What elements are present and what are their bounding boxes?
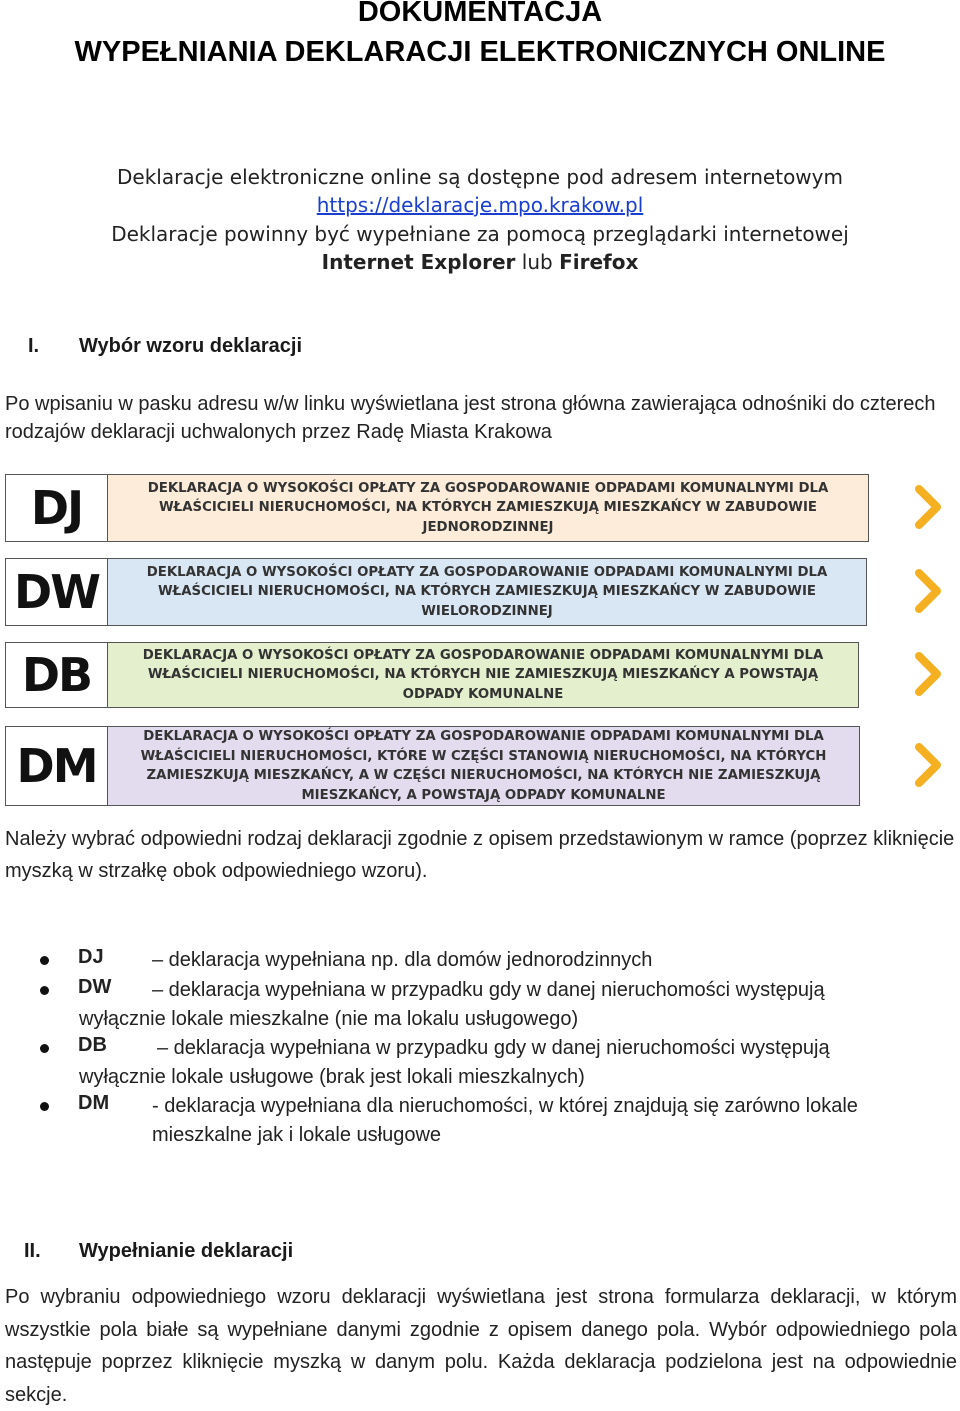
bullet-code: DW bbox=[78, 976, 112, 998]
declaration-description bbox=[108, 559, 866, 625]
declaration-description-line: MIESZKAŃCY, A POWSTAJĄ ODPADY KOMUNALNE bbox=[301, 787, 666, 803]
section2-number: II. bbox=[24, 1240, 41, 1262]
intro-line: Deklaracje elektroniczne online są dostępne pod adresem internetowym bbox=[117, 165, 843, 189]
declaration-description-line: DEKLARACJA O WYSOKOŚCI OPŁATY ZA GOSPODAROWANIE ODPADAMI KOMUNALNYMI DLA bbox=[142, 647, 824, 663]
bullet-text: – deklaracja wypełniana np. dla domów jednorodzinnych bbox=[152, 949, 653, 971]
declaration-description-line: WIELORODZINNEJ bbox=[421, 603, 553, 619]
declaration-card-dm bbox=[5, 726, 860, 806]
section2-paragraph: Po wybraniu odpowiedniego wzoru deklaracji wyświetlana jest strona formularza deklaracji, w którym wszystkie pola białe są wypełniane danymi zgodnie z opisem danego pola. Wybór odpowiedniego pola następuje poprzez kliknięcie myszką w danym polu. Każda deklaracja podzielona jest na odpowiednie sekcje. bbox=[5, 1286, 957, 1406]
section1-title: Wybór wzoru deklaracji bbox=[79, 335, 303, 357]
bullet-icon bbox=[40, 986, 49, 995]
bullet-code: DM bbox=[78, 1092, 110, 1114]
bullet-icon bbox=[40, 1102, 49, 1111]
section1-paragraph: Po wpisaniu w pasku adresu w/w linku wyświetlana jest strona główna zawierająca odnośniki do czterech rodzajów deklaracji uchwalonych przez Radę Miasta Krakowa bbox=[5, 393, 936, 443]
declaration-description-line: DEKLARACJA O WYSOKOŚCI OPŁATY ZA GOSPODAROWANIE ODPADAMI KOMUNALNYMI DLA bbox=[147, 480, 829, 496]
declaration-code: DJ bbox=[6, 475, 108, 541]
bullet-text-continued: wyłącznie lokale mieszkalne (nie ma lokalu usługowego) bbox=[79, 1008, 579, 1030]
bullet-code: DB bbox=[78, 1034, 107, 1056]
declaration-code: DM bbox=[6, 727, 108, 805]
declaration-description-line: ZAMIESZKUJĄ MIESZKAŃCY, A W CZĘŚCI NIERUCHOMOŚCI, NA KTÓRYCH NIE ZAMIESZKUJĄ bbox=[146, 768, 821, 783]
declaration-description bbox=[108, 727, 859, 805]
declaration-description-line: DEKLARACJA O WYSOKOŚCI OPŁATY ZA GOSPODAROWANIE ODPADAMI KOMUNALNYMI DLA bbox=[143, 729, 824, 744]
intro-link-line bbox=[0, 193, 960, 217]
bullet-text-continued: wyłącznie lokale usługowe (brak jest lokali mieszkalnych) bbox=[79, 1066, 585, 1088]
bullet-text-continued: mieszkalne jak i lokale usługowe bbox=[152, 1124, 442, 1146]
declaration-card-dw bbox=[5, 558, 867, 626]
bullet-code: DJ bbox=[78, 946, 104, 968]
intro-browsers bbox=[0, 250, 960, 274]
declaration-card-db bbox=[5, 642, 859, 708]
section1-number: I. bbox=[28, 335, 40, 357]
declaration-code: DW bbox=[6, 559, 108, 625]
chevron-right-icon[interactable] bbox=[903, 738, 953, 792]
bullet-icon bbox=[40, 956, 49, 965]
chevron-right-icon[interactable] bbox=[903, 564, 953, 618]
declaration-description bbox=[108, 475, 868, 541]
section2-title: Wypełnianie deklaracji bbox=[79, 1240, 294, 1262]
declaration-card-dj bbox=[5, 474, 869, 542]
intro-browser-line: Deklaracje powinny być wypełniane za pomocą przeglądarki internetowej bbox=[111, 222, 849, 246]
chevron-right-icon[interactable] bbox=[903, 647, 953, 701]
document-title-line2: WYPEŁNIANIA DEKLARACJI ELEKTRONICZNYCH ONLINE bbox=[74, 36, 886, 68]
declaration-description bbox=[108, 643, 858, 707]
bullet-text: – deklaracja wypełniana w przypadku gdy w danej nieruchomości występują bbox=[157, 1037, 830, 1059]
declaration-description-line: JEDNORODZINNEJ bbox=[422, 519, 554, 535]
browser-firefox: Firefox bbox=[559, 250, 639, 274]
bullet-text: - deklaracja wypełniana dla nieruchomości, w której znajdują się zarówno lokale bbox=[152, 1095, 858, 1117]
bullet-text: – deklaracja wypełniana w przypadku gdy w danej nieruchomości występują bbox=[152, 979, 825, 1001]
declaration-description-line: WŁAŚCICIELI NIERUCHOMOŚCI, KTÓRE W CZĘŚCI STANOWIĄ NIERUCHOMOŚCI, NA KTÓRYCH bbox=[140, 748, 827, 764]
deklaracje-link[interactable]: https://deklaracje.mpo.krakow.pl bbox=[316, 193, 644, 217]
declaration-description-line: WŁAŚCICIELI NIERUCHOMOŚCI, NA KTÓRYCH ZAMIESZKUJĄ MIESZKAŃCY W ZABUDOWIE bbox=[158, 584, 816, 600]
chevron-right-icon[interactable] bbox=[903, 480, 953, 534]
declaration-description-line: DEKLARACJA O WYSOKOŚCI OPŁATY ZA GOSPODAROWANIE ODPADAMI KOMUNALNYMI DLA bbox=[146, 564, 828, 580]
section1-instruction: Należy wybrać odpowiedni rodzaj deklaracji zgodnie z opisem przedstawionym w ramce (poprzez kliknięcie myszką w strzałkę obok odpowiedniego wzoru). bbox=[5, 828, 955, 882]
bullet-icon bbox=[40, 1044, 49, 1053]
browser-or: lub bbox=[521, 250, 553, 274]
document-title-line1: DOKUMENTACJA bbox=[357, 0, 603, 28]
declaration-description-line: WŁAŚCICIELI NIERUCHOMOŚCI, NA KTÓRYCH NIE ZAMIESZKUJĄ MIESZKAŃCY A POWSTAJĄ bbox=[147, 667, 819, 683]
browser-ie: Internet Explorer bbox=[321, 250, 516, 274]
declaration-description-line: WŁAŚCICIELI NIERUCHOMOŚCI, NA KTÓRYCH ZAMIESZKUJĄ MIESZKAŃCY W ZABUDOWIE bbox=[159, 500, 817, 516]
declaration-description-line: ODPADY KOMUNALNE bbox=[402, 686, 564, 702]
declaration-code: DB bbox=[6, 643, 108, 707]
